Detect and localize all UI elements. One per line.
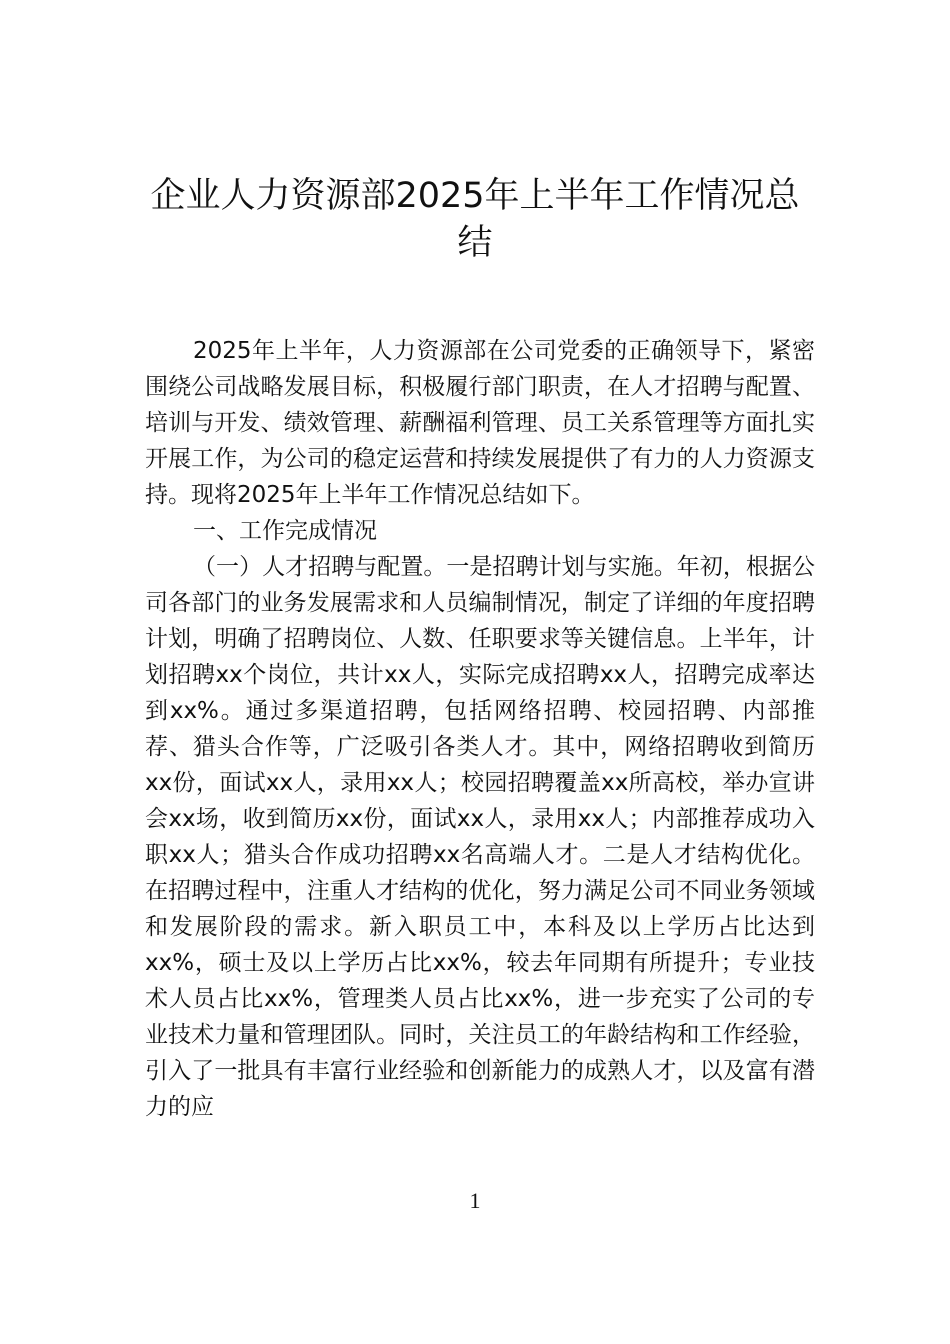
body-paragraph: （一）人才招聘与配置。一是招聘计划与实施。年初，根据公司各部门的业务发展需求和人员编制情况，制定了详细的年度招聘计划，明确了招聘岗位、人数、任职要求等关键信息。上半年，计划招聘xx个岗位，共计xx人，实际完成招聘xx人，招聘完成率达到xx%。通过多渠道招聘，包括网络招聘、校园招聘、内部推荐、猎头合作等，广泛吸引各类人才。其中，网络招聘收到简历xx份，面试xx人，录用xx人；校园招聘覆盖xx所高校，举办宣讲会xx场，收到简历xx份，面试xx人，录用xx人；内部推荐成功入职xx人；猎头合作成功招聘xx名高端人才。二是人才结构优化。在招聘过程中，注重人才结构的优化，努力满足公司不同业务领域和发展阶段的需求。新入职员工中，本科及以上学历占比达到xx%，硕士及以上学历占比xx%，较去年同期有所提升；专业技术人员占比xx%，管理类人员占比xx%，进一步充实了公司的专业技术力量和管理团队。同时，关注员工的年龄结构和工作经验，引入了一批具有丰富行业经验和创新能力的成熟人才，以及富有潜力的应 <box>145 554 815 1120</box>
page-number: 1 <box>469 1188 481 1213</box>
document-body <box>145 333 815 1125</box>
document-title-line-1: 企业人力资源部2025年上半年工作情况总 <box>150 176 800 216</box>
intro-paragraph: 2025年上半年，人力资源部在公司党委的正确领导下，紧密围绕公司战略发展目标，积极履行部门职责，在人才招聘与配置、培训与开发、绩效管理、薪酬福利管理、员工关系管理等方面扎实开展工作，为公司的稳定运营和持续发展提供了有力的人力资源支持。现将2025年上半年工作情况总结如下。 <box>145 338 815 508</box>
section-heading: 一、工作完成情况 <box>193 518 377 544</box>
document-title-line-2: 结 <box>457 223 493 263</box>
